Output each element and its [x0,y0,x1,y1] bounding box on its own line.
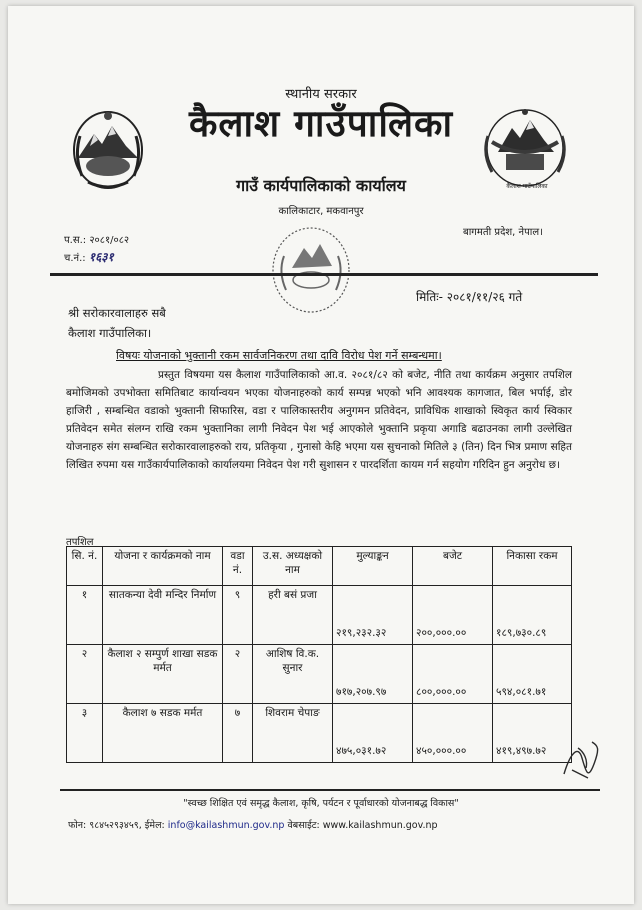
ps-reference [64,232,129,246]
letter-body [66,366,572,474]
cell-project: कैलाश ७ सडक मर्मत [103,704,223,763]
cell-evaluation: ७१७,२०७.९७ [333,645,413,704]
schedule-table [66,546,572,763]
cell-disbursed: १८९,७३०.८९ [493,586,572,645]
letter-body-text: प्रस्तुत विषयमा यस कैलाश गाउँपालिकाको आ.व. २०८१/८२ को बजेट, नीति तथा कार्यक्रम अनुसार तपशिल बमोजिमको उपभोक्ता समितिबाट कार्यान्वयन भएका योजनाहरुको कार्य सम्पन्न भएको भनि आवश्यक कागजात, बिल भर्पाई, डोर हाजिरी , सम्बन्धित वडाको भुक्तानी सिफारिस, वडा र पालिकास्तरीय अनुगमन प्रतिवेदन, प्राविधिक शाखाको स्विकृत कार्य स्विकार प्रतिवेदन समेत संलग्न राखि रकम भुक्तानिका लागी निवेदन पेश भई आएकोले भुक्तानि प्रकृया अगाडि बढाउनका लागी उल्लेखित योजनाहरु संग सम्बन्धित सरोकारवालाहरुको राय, प्रतिकृया , गुनासो केहि भएमा यस सुचनाको मितिले ३ (तिन) दिन भित्र प्रमाण सहित लिखित रुपमा यस गाउँकार्यपालिकाको कार्यालयमा निवेदन पेश गरी सुशासन र पारदर्शिता कायम गर्न सहयोग गरिदिन हुन अनुरोध छ। [66,369,572,471]
schedule-caption: तपशिल [66,537,94,548]
col-header-chair: उ.स. अध्यक्षको नाम [253,547,333,586]
signature-icon [558,734,602,790]
footer-divider [60,789,600,791]
col-header-serial: सि. नं. [67,547,103,586]
col-header-disbursed: निकासा रकम [493,547,572,586]
ps-label: प.स.: [64,235,87,246]
website-label: वेबसाईट: [287,820,320,831]
province-label: बागमती प्रदेश, नेपाल। [463,227,543,238]
office-stamp-icon [270,220,352,316]
municipality-title: कैलाश गाउँपालिका [188,102,454,145]
government-label: स्थानीय सरकार [285,87,357,102]
letter-subject: विषयः योजनाको भुक्तानी रकम सार्वजनिकरण तथा दावि विरोध पेश गर्ने सम्बन्धमा। [116,349,442,362]
cell-ward: २ [223,645,253,704]
office-name: गाउँ कार्यपालिकाको कार्यालय [236,176,406,195]
cell-serial: ३ [67,704,103,763]
letter-page [8,6,634,904]
cell-evaluation: २१९,२३२.३२ [333,586,413,645]
emblem-caption: कैलाश गाउँपालिका [506,183,548,190]
table-row [67,645,572,704]
cell-budget: ४५०,०००.०० [413,704,493,763]
ps-value: २०८१/०८२ [89,235,130,246]
header-divider [50,273,598,276]
cell-evaluation: ४७५,०३१.७२ [333,704,413,763]
footer-slogan: "स्वच्छ शिक्षित एवं समृद्ध कैलाश, कृषि, पर्यटन र पूर्वाधारको योजनाबद्ध विकास" [183,798,459,809]
col-header-ward: वडा नं. [223,547,253,586]
cell-project: सातकन्या देवी मन्दिर निर्माण [103,586,223,645]
table-row [67,586,572,645]
col-header-project: योजना र कार्यक्रमको नाम [103,547,223,586]
cn-reference [64,248,114,265]
cn-label: च.नं.: [64,253,86,264]
cell-budget: ८००,०००.०० [413,645,493,704]
footer-contact [68,818,438,831]
email-link[interactable]: info@kailashmun.gov.np [167,820,285,831]
phone-label: फोन: [68,820,87,831]
cell-chair: शिवराम चेपाङ [253,704,333,763]
col-header-evaluation: मुल्याङ्कन [333,547,413,586]
cell-ward: ७ [223,704,253,763]
cell-chair: आशिष वि.क. सुनार [253,645,333,704]
cell-project: कैलाश २ सम्पुर्ण शाखा सडक मर्मत [103,645,223,704]
website-link[interactable]: www.kailashmun.gov.np [322,820,438,831]
cell-disbursed: ४१९,४९७.७२ [493,704,572,763]
cell-ward: ९ [223,586,253,645]
email-label: ईमेल: [144,820,165,831]
table-row [67,704,572,763]
phone-number: ९८४५२९३४५९, [89,820,142,831]
cell-serial: १ [67,586,103,645]
col-header-budget: बजेट [413,547,493,586]
cell-serial: २ [67,645,103,704]
cn-value: १६३१ [88,250,114,264]
addressee-line-2: कैलाश गाउँपालिका। [68,326,152,340]
office-address: कालिकाटार, मकवानपुर [278,206,364,217]
addressee-line-1: श्री सरोकारवालाहरु सबै [68,306,166,320]
cell-budget: २००,०००.०० [413,586,493,645]
cell-chair: हरी बसं प्रजा [253,586,333,645]
cell-disbursed: ५९४,०८१.७१ [493,645,572,704]
table-header-row [67,547,572,586]
letter-date: मितिः- २०८१/११/२६ गते [416,290,523,304]
